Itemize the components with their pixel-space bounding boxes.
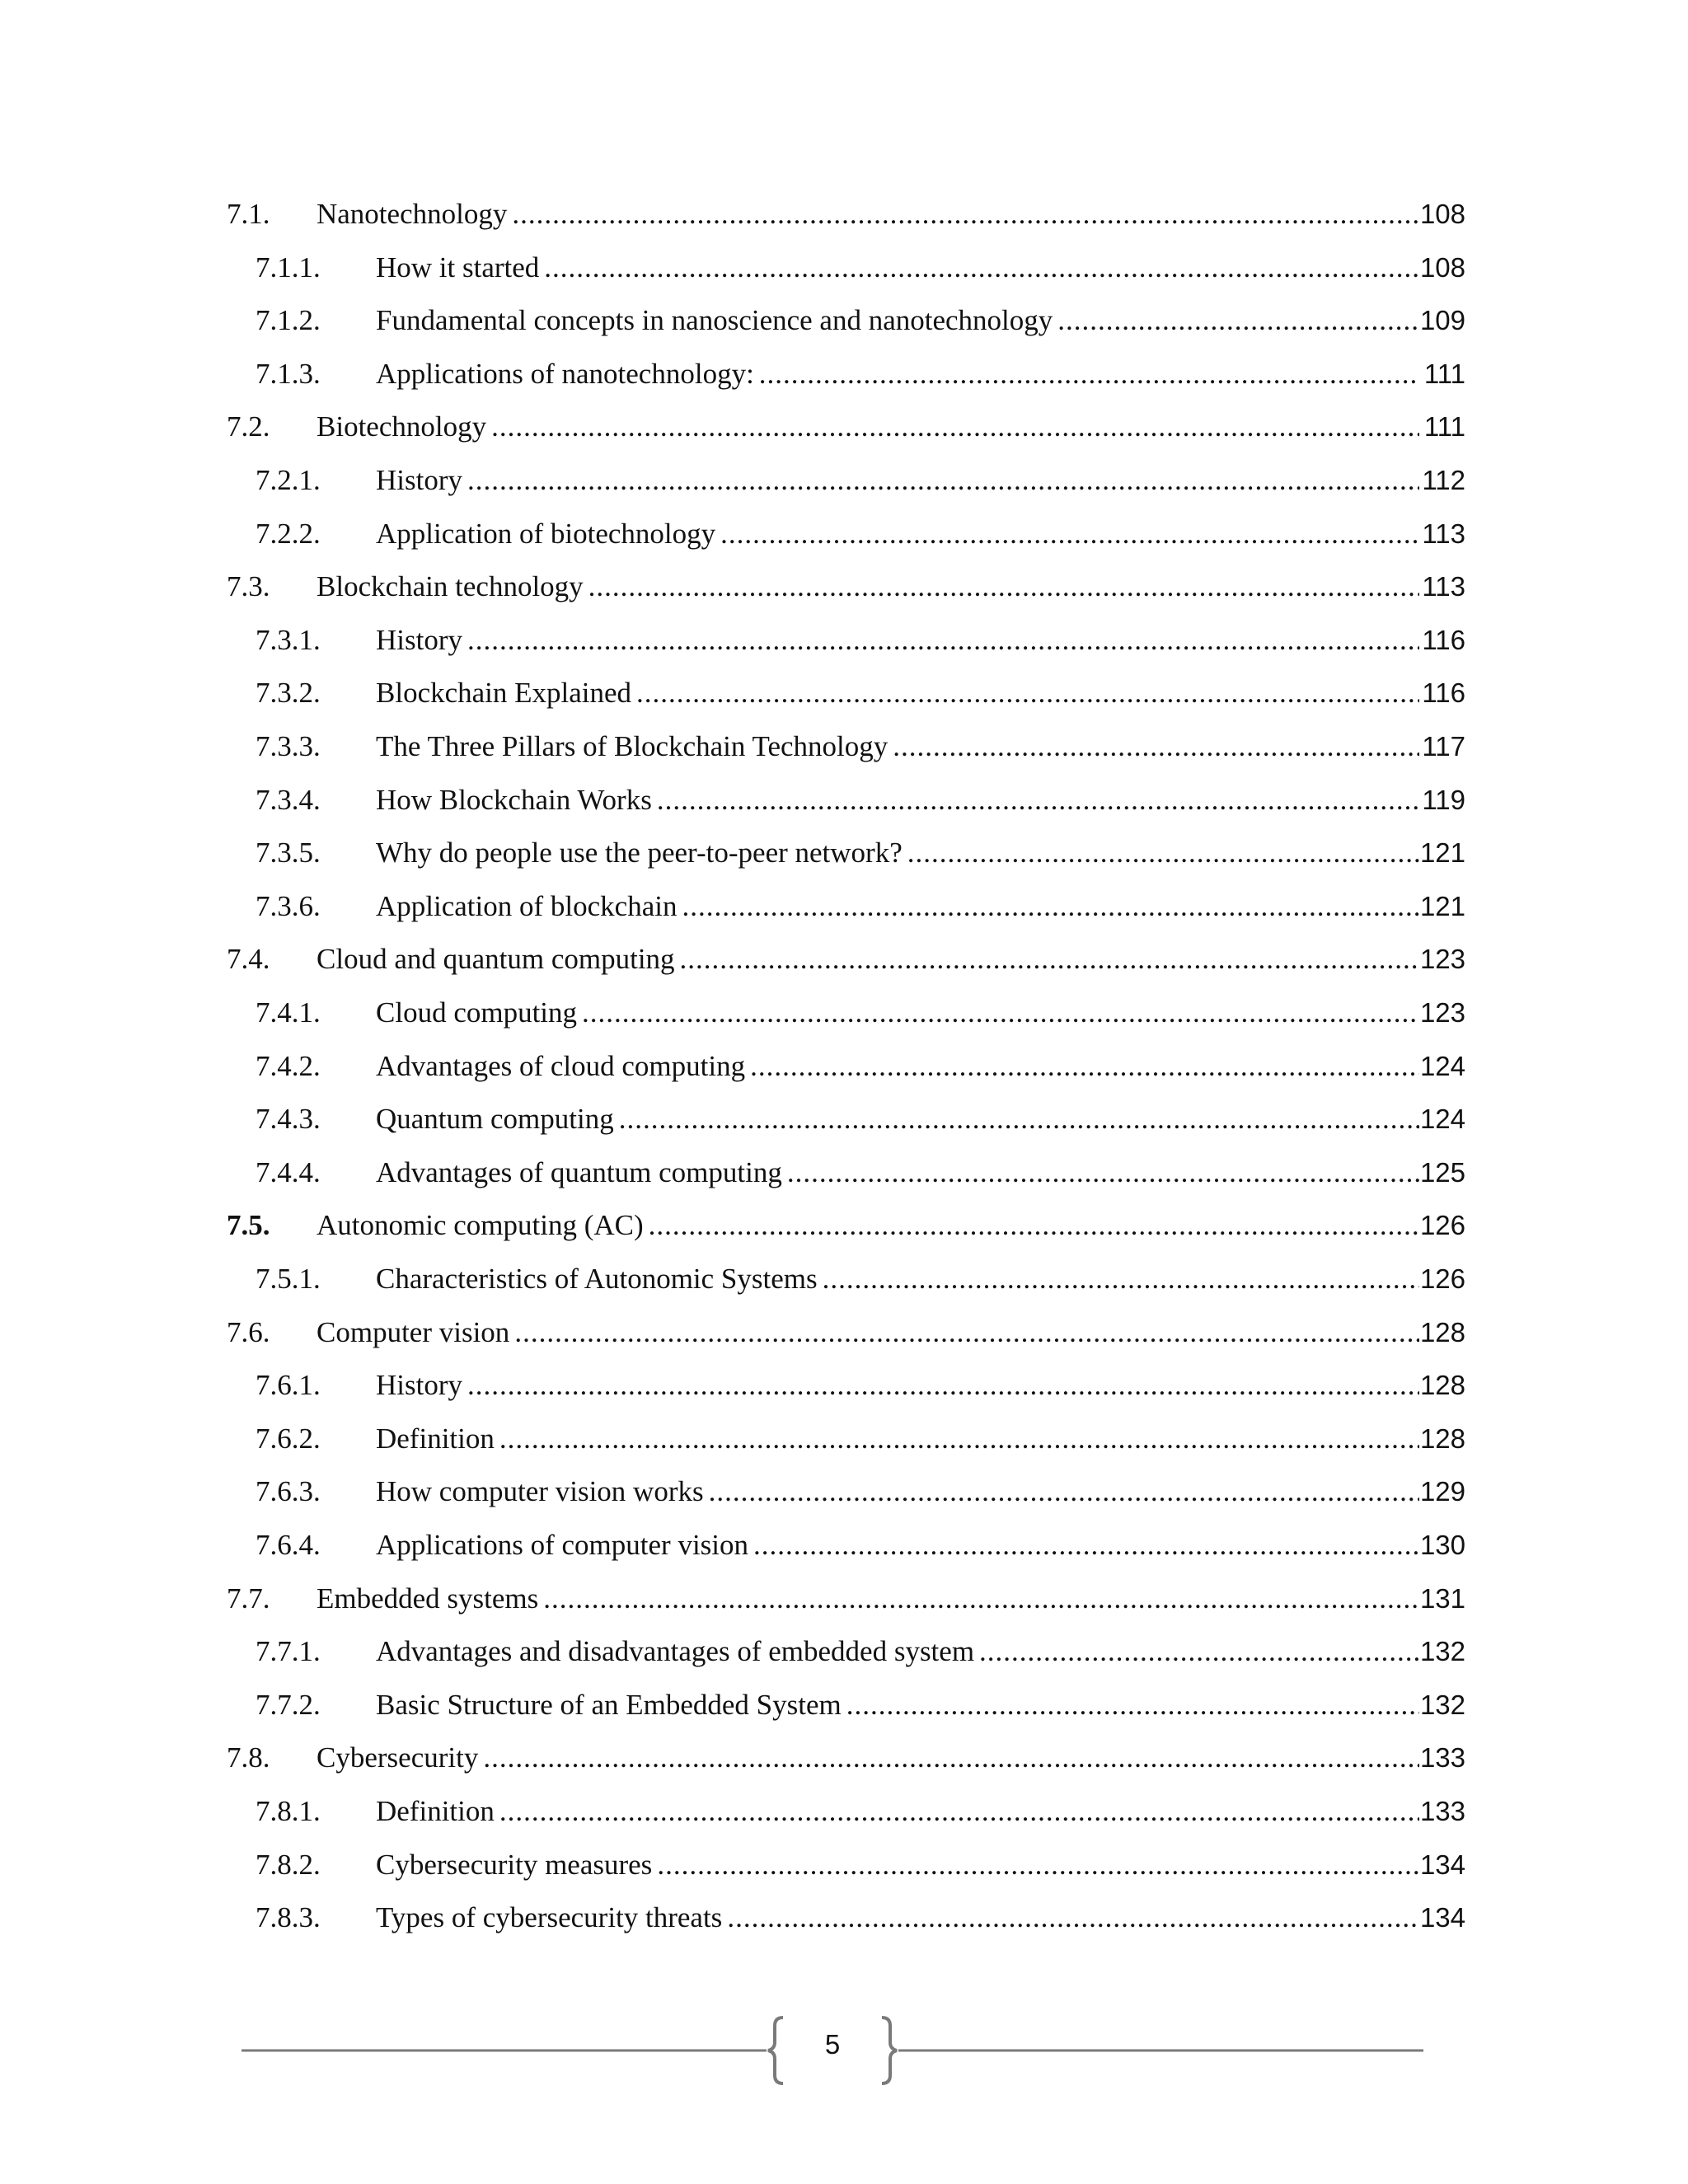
toc-dot-leader — [745, 1040, 1419, 1093]
toc-entry-title: Advantages and disadvantages of embedded system — [376, 1635, 975, 1668]
toc-entry-title-wrap — [316, 560, 1419, 613]
toc-entry-page: 131 — [1419, 1582, 1465, 1614]
toc-entry[interactable] — [0, 667, 1688, 719]
toc-entry-number: 7.3.2. — [256, 677, 321, 710]
toc-entry-title-wrap — [376, 987, 1419, 1039]
toc-entry[interactable] — [0, 1146, 1688, 1199]
toc-entry-title: History — [376, 623, 462, 656]
toc-dot-leader — [677, 880, 1419, 933]
toc-entry-title-wrap — [316, 1572, 1419, 1625]
toc-entry-title-wrap — [376, 774, 1419, 827]
toc-entry-page: 126 — [1419, 1210, 1465, 1241]
toc-entry-title-wrap — [376, 1040, 1419, 1093]
toc-entry-title: Applications of computer vision — [376, 1529, 749, 1561]
toc-dot-leader — [495, 1413, 1419, 1465]
toc-entry[interactable] — [0, 1040, 1688, 1093]
toc-dot-leader — [631, 667, 1419, 719]
toc-entry-number: 7.8. — [227, 1741, 270, 1774]
toc-entry-page: 117 — [1422, 731, 1465, 762]
toc-entry-title-wrap — [376, 720, 1419, 773]
toc-dot-leader — [507, 188, 1419, 241]
toc-dot-leader — [754, 348, 1419, 401]
toc-entry[interactable] — [0, 401, 1688, 453]
toc-entry-page: 129 — [1419, 1476, 1465, 1507]
toc-entry-page: 121 — [1419, 890, 1465, 921]
toc-entry-page: 132 — [1419, 1689, 1465, 1720]
toc-entry-number: 7.4. — [227, 943, 270, 976]
toc-entry-title-wrap — [376, 614, 1419, 667]
page-number: 5 — [824, 2029, 841, 2060]
toc-entry-title-wrap — [316, 933, 1419, 986]
toc-entry-title: Basic Structure of an Embedded System — [376, 1688, 842, 1721]
toc-entry[interactable] — [0, 1306, 1688, 1359]
toc-entry-number: 7.3.4. — [256, 783, 321, 816]
toc-entry[interactable] — [0, 454, 1688, 507]
toc-entry-title-wrap — [316, 1732, 1419, 1784]
toc-entry[interactable] — [0, 1625, 1688, 1678]
toc-dot-leader — [614, 1093, 1419, 1146]
toc-entry[interactable] — [0, 1732, 1688, 1784]
toc-dot-leader — [584, 560, 1419, 613]
toc-entry-title-wrap — [376, 1625, 1419, 1678]
toc-dot-leader — [903, 827, 1419, 879]
toc-entry-page: 124 — [1419, 1050, 1465, 1081]
toc-entry-number: 7.6. — [227, 1315, 270, 1348]
toc-entry-title: Characteristics of Autonomic Systems — [376, 1263, 818, 1295]
page-footer — [0, 2011, 1688, 2085]
toc-dot-leader — [495, 1785, 1419, 1838]
toc-entry-title-wrap — [316, 1199, 1419, 1252]
toc-dot-leader — [644, 1199, 1419, 1252]
toc-entry-page: 113 — [1422, 571, 1465, 602]
toc-entry[interactable] — [0, 1839, 1688, 1891]
toc-entry-title-wrap — [376, 1785, 1419, 1838]
toc-entry-page: 108 — [1419, 199, 1465, 229]
toc-dot-leader — [652, 774, 1419, 827]
toc-entry-title: Quantum computing — [376, 1103, 614, 1136]
toc-entry-page: 111 — [1423, 358, 1465, 389]
toc-entry[interactable] — [0, 188, 1688, 241]
toc-entry-page: 133 — [1419, 1796, 1465, 1826]
toc-entry-page: 130 — [1419, 1530, 1465, 1560]
toc-entry-title: Advantages of cloud computing — [376, 1049, 746, 1082]
toc-entry-number: 7.7. — [227, 1582, 270, 1615]
toc-entry[interactable] — [0, 614, 1688, 667]
toc-entry-title-wrap — [376, 667, 1419, 719]
toc-entry[interactable] — [0, 880, 1688, 933]
toc-entry-page: 119 — [1422, 784, 1465, 815]
toc-entry-page: 116 — [1422, 677, 1465, 709]
toc-dot-leader — [539, 241, 1419, 294]
toc-dot-leader — [818, 1253, 1419, 1305]
toc-entry-page: 133 — [1419, 1742, 1465, 1774]
toc-entry-page: 134 — [1419, 1849, 1465, 1880]
toc-dot-leader — [509, 1306, 1419, 1359]
toc-dot-leader — [1053, 294, 1419, 347]
toc-entry-number: 7.2.1. — [256, 464, 321, 496]
toc-entry[interactable] — [0, 241, 1688, 294]
toc-entry-title: Biotechnology — [316, 410, 487, 443]
toc-entry-page: 108 — [1419, 251, 1465, 283]
toc-entry[interactable] — [0, 294, 1688, 347]
toc-entry-number: 7.8.2. — [256, 1848, 321, 1881]
toc-entry-title-wrap — [376, 1891, 1419, 1944]
toc-entry-page: 116 — [1422, 624, 1465, 655]
toc-entry-title-wrap — [376, 1413, 1419, 1465]
toc-entry-title-wrap — [316, 188, 1419, 241]
toc-entry-number: 7.8.1. — [256, 1795, 321, 1827]
toc-entry-title: Definition — [376, 1422, 495, 1455]
toc-entry-title-wrap — [376, 294, 1419, 347]
toc-entry-number: 7.4.2. — [256, 1049, 321, 1082]
toc-entry-title-wrap — [376, 454, 1419, 507]
toc-entry[interactable] — [0, 348, 1688, 401]
toc-entry-title: Cloud computing — [376, 996, 578, 1029]
toc-entry-title: Computer vision — [316, 1315, 510, 1348]
toc-entry[interactable] — [0, 1679, 1688, 1732]
toc-dot-leader — [704, 1465, 1419, 1518]
toc-entry-title: Application of biotechnology — [376, 517, 716, 550]
toc-entry-title: The Three Pillars of Blockchain Technology — [376, 730, 889, 762]
toc-entry[interactable] — [0, 987, 1688, 1039]
toc-entry-number: 7.6.2. — [256, 1422, 321, 1455]
toc-dot-leader — [486, 401, 1419, 453]
toc-entry[interactable] — [0, 508, 1688, 560]
toc-entry-number: 7.4.3. — [256, 1103, 321, 1136]
toc-entry-number: 7.3.1. — [256, 623, 321, 656]
toc-entry-title-wrap — [376, 1839, 1419, 1891]
toc-entry-number: 7.3.3. — [256, 730, 321, 762]
toc-entry-title: Fundamental concepts in nanoscience and nanotechnology — [376, 304, 1053, 337]
toc-entry-number: 7.3.5. — [256, 837, 321, 869]
toc-entry-number: 7.4.1. — [256, 996, 321, 1029]
toc-entry-number: 7.3. — [227, 570, 270, 603]
toc-entry-title: How it started — [376, 251, 540, 284]
toc-entry-number: 7.1.2. — [256, 304, 321, 337]
toc-entry[interactable] — [0, 560, 1688, 613]
toc-entry-number: 7.7.1. — [256, 1635, 321, 1668]
toc-entry-page: 126 — [1419, 1263, 1465, 1294]
toc-dot-leader — [577, 987, 1419, 1039]
toc-entry-number: 7.7.2. — [256, 1688, 321, 1721]
toc-entry-title: Why do people use the peer-to-peer network? — [376, 837, 903, 869]
toc-entry[interactable] — [0, 774, 1688, 827]
toc-entry-title-wrap — [376, 348, 1419, 401]
toc-entry-title: History — [376, 1369, 462, 1402]
toc-entry-title-wrap — [376, 241, 1419, 294]
toc-entry-page: 125 — [1419, 1156, 1465, 1188]
toc-entry-title: Cybersecurity — [316, 1741, 479, 1774]
toc-entry-title: Blockchain Explained — [376, 677, 632, 710]
toc-entry-number: 7.4.4. — [256, 1155, 321, 1188]
toc-entry-title: Embedded systems — [316, 1582, 539, 1615]
toc-entry-title: Types of cybersecurity threats — [376, 1901, 723, 1934]
toc-entry[interactable] — [0, 720, 1688, 773]
toc-dot-leader — [748, 1519, 1419, 1572]
toc-entry-number: 7.2.2. — [256, 517, 321, 550]
toc-entry-title: History — [376, 464, 462, 496]
toc-entry-number: 7.6.1. — [256, 1369, 321, 1402]
toc-entry-page: 121 — [1419, 837, 1465, 869]
toc-entry-page: 134 — [1419, 1902, 1465, 1933]
toc-dot-leader — [974, 1625, 1419, 1678]
toc-entry-title: Cybersecurity measures — [376, 1848, 653, 1881]
toc-entry-title-wrap — [376, 1679, 1419, 1732]
toc-entry-page: 128 — [1419, 1422, 1465, 1454]
toc-entry-number: 7.1.1. — [256, 251, 321, 284]
toc-entry-title-wrap — [376, 827, 1419, 879]
toc-entry-title-wrap — [376, 1253, 1419, 1305]
toc-dot-leader — [478, 1732, 1419, 1784]
toc-entry-page: 124 — [1419, 1104, 1465, 1135]
toc-entry[interactable] — [0, 933, 1688, 986]
toc-entry[interactable] — [0, 1465, 1688, 1518]
toc-dot-leader — [675, 933, 1419, 986]
toc-entry-page: 123 — [1419, 944, 1465, 975]
toc-entry-title: Applications of nanotechnology: — [376, 357, 754, 390]
toc-entry-page: 113 — [1422, 518, 1465, 549]
toc-entry-title-wrap — [376, 880, 1419, 933]
toc-entry[interactable] — [0, 1891, 1688, 1944]
toc-entry-number: 7.2. — [227, 410, 270, 443]
toc-entry-title: How Blockchain Works — [376, 783, 652, 816]
toc-entry-title: Nanotechnology — [316, 198, 508, 230]
toc-dot-leader — [842, 1679, 1419, 1732]
toc-entry-title-wrap — [376, 1146, 1419, 1199]
toc-entry-title-wrap — [376, 1465, 1419, 1518]
toc-entry-title: Cloud and quantum computing — [316, 943, 675, 976]
toc-dot-leader — [462, 1359, 1419, 1412]
toc-entry[interactable] — [0, 1572, 1688, 1625]
toc-entry-title: Application of blockchain — [376, 889, 678, 922]
toc-entry-number: 7.6.4. — [256, 1529, 321, 1561]
toc-entry-number: 7.1. — [227, 198, 270, 230]
toc-entry-title-wrap — [376, 508, 1419, 560]
toc-entry-number: 7.6.3. — [256, 1475, 321, 1508]
toc-dot-leader — [462, 614, 1419, 667]
toc-entry-page: 132 — [1419, 1636, 1465, 1667]
toc-entry-title: Blockchain technology — [316, 570, 584, 603]
toc-entry-page: 109 — [1419, 305, 1465, 336]
toc-entry-page: 123 — [1419, 997, 1465, 1028]
toc-dot-leader — [462, 454, 1419, 507]
toc-entry[interactable] — [0, 1519, 1688, 1572]
toc-dot-leader — [782, 1146, 1419, 1199]
toc-entry-number: 7.5. — [227, 1209, 270, 1242]
toc-dot-leader — [715, 508, 1419, 560]
toc-entry-title-wrap — [376, 1359, 1419, 1412]
toc-entry-title: How computer vision works — [376, 1475, 704, 1508]
toc-dot-leader — [888, 720, 1419, 773]
toc-dot-leader — [652, 1839, 1419, 1891]
toc-entry[interactable] — [0, 1785, 1688, 1838]
toc-entry-title-wrap — [316, 401, 1419, 453]
toc-entry[interactable] — [0, 1199, 1688, 1252]
toc-entry-page: 112 — [1422, 465, 1465, 495]
toc-entry-title-wrap — [316, 1306, 1419, 1359]
toc-entry-page: 128 — [1419, 1316, 1465, 1347]
toc-entry-title-wrap — [376, 1519, 1419, 1572]
toc-entry-title: Advantages of quantum computing — [376, 1155, 782, 1188]
toc-entry-number: 7.5.1. — [256, 1263, 321, 1295]
toc-entry-number: 7.1.3. — [256, 357, 321, 390]
toc-entry-page: 128 — [1419, 1370, 1465, 1401]
toc-dot-leader — [538, 1572, 1419, 1625]
toc-entry[interactable] — [0, 1093, 1688, 1146]
toc-entry-number: 7.8.3. — [256, 1901, 321, 1934]
toc-dot-leader — [722, 1891, 1419, 1944]
toc-entry[interactable] — [0, 1413, 1688, 1465]
toc-entry[interactable] — [0, 1253, 1688, 1305]
toc-entry-title: Autonomic computing (AC) — [316, 1209, 644, 1242]
toc-entry[interactable] — [0, 827, 1688, 879]
toc-entry-number: 7.3.6. — [256, 889, 321, 922]
toc-entry-page: 111 — [1423, 411, 1465, 443]
toc-entry-title: Definition — [376, 1795, 495, 1827]
toc-entry-title-wrap — [376, 1093, 1419, 1146]
toc-entry[interactable] — [0, 1359, 1688, 1412]
